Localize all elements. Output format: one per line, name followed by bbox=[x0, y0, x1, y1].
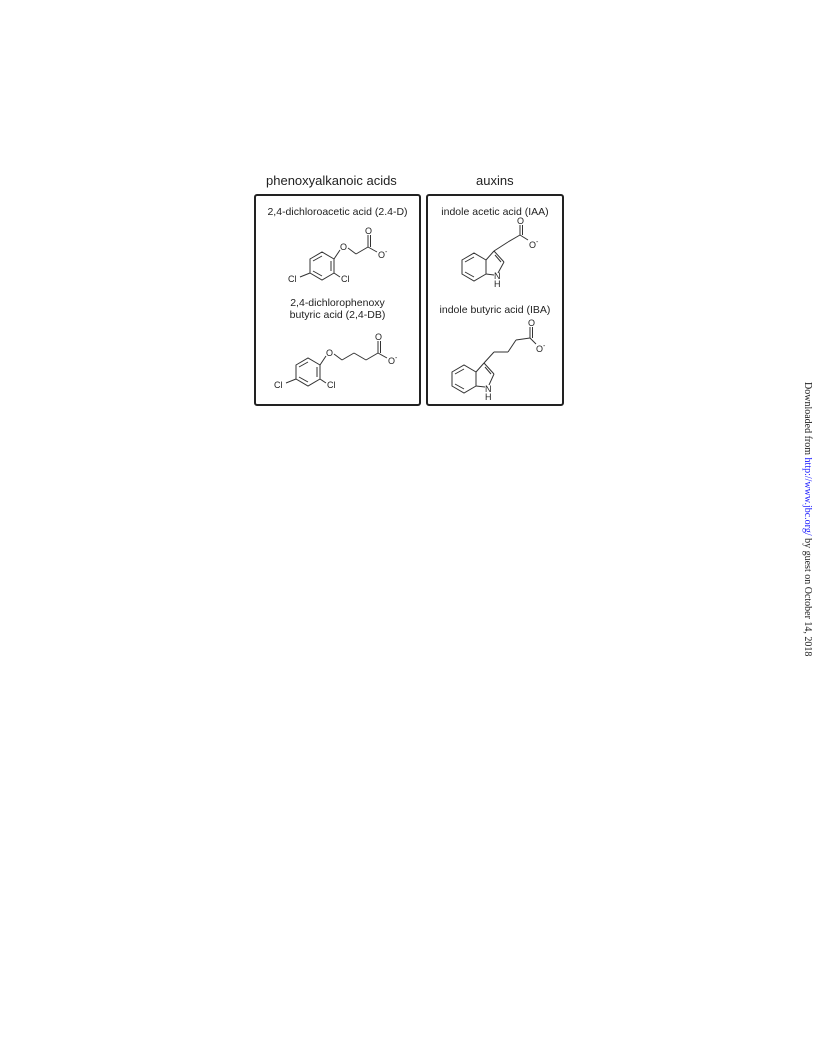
jbc-link[interactable]: http://www.jbc.org/ bbox=[802, 457, 813, 536]
auxins-panel bbox=[426, 194, 564, 406]
phenoxyalkanoic-panel bbox=[254, 194, 421, 406]
atom-h: H bbox=[494, 279, 501, 289]
compound-label-24db-line2: butyric acid (2,4-DB) bbox=[289, 309, 386, 321]
compound-label-iba: indole butyric acid (IBA) bbox=[439, 304, 551, 316]
charge-minus: - bbox=[395, 355, 398, 362]
atom-o-carbonyl: O bbox=[517, 216, 525, 226]
right-column-title: auxins bbox=[476, 173, 514, 188]
download-note-prefix: Downloaded from bbox=[802, 382, 813, 458]
atom-o-carbonyl: O bbox=[365, 226, 373, 236]
structure-iba bbox=[428, 316, 562, 406]
download-note bbox=[802, 382, 813, 656]
atom-cl: Cl bbox=[341, 274, 350, 284]
structure-24d bbox=[256, 224, 419, 284]
structure-24db bbox=[256, 330, 419, 400]
atom-n: N bbox=[485, 384, 492, 394]
compound-label-24db-line1: 2,4-dichlorophenoxy bbox=[290, 297, 385, 309]
download-note-suffix: by guest on October 14, 2018 bbox=[802, 535, 813, 657]
compound-label-iaa: indole acetic acid (IAA) bbox=[441, 206, 549, 218]
atom-o-minus: O bbox=[536, 344, 544, 354]
charge-minus: - bbox=[543, 343, 546, 350]
structure-iaa bbox=[428, 218, 562, 288]
atom-h: H bbox=[485, 392, 492, 402]
atom-o-carbonyl: O bbox=[528, 318, 536, 328]
atom-n: N bbox=[494, 271, 501, 281]
charge-minus: - bbox=[536, 239, 539, 246]
atom-o-carbonyl: O bbox=[375, 332, 383, 342]
left-column-title: phenoxyalkanoic acids bbox=[266, 173, 397, 188]
atom-o: O bbox=[326, 348, 334, 358]
atom-o-minus: O bbox=[378, 250, 386, 260]
charge-minus: - bbox=[385, 249, 388, 256]
atom-cl: Cl bbox=[288, 274, 297, 284]
atom-o-minus: O bbox=[529, 240, 537, 250]
atom-cl: Cl bbox=[327, 380, 336, 390]
atom-o-minus: O bbox=[388, 356, 396, 366]
compound-label-24d: 2,4-dichloroacetic acid (2.4-D) bbox=[267, 206, 408, 218]
atom-cl: Cl bbox=[274, 380, 283, 390]
atom-o: O bbox=[340, 242, 348, 252]
